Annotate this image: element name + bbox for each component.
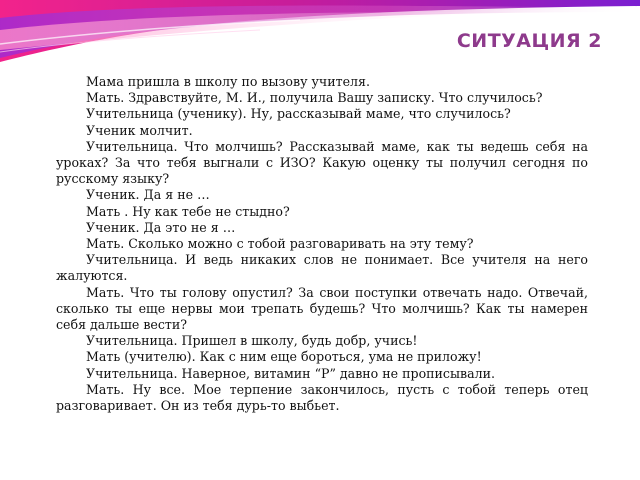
paragraph: Учительница. Что молчишь? Рассказывай маме, как ты ведешь себя на уроках? За что тебя выгнали с ИЗО? Какую оценку ты получил сегодня по русскому языку? <box>56 138 588 187</box>
paragraph: Мать . Ну как тебе не стыдно? <box>86 203 290 219</box>
paragraph: Учительница. Пришел в школу, будь добр, учись! <box>86 333 418 349</box>
paragraph: Мать. Ну все. Мое терпение закончилось, пусть с тобой теперь отец разговаривает. Он из тебя дурь-то выбьет. <box>56 381 588 414</box>
paragraph: Ученик. Да это не я … <box>86 219 236 235</box>
paragraph: Мать (учителю). Как с ним еще бороться, ума не приложу! <box>86 349 482 365</box>
paragraph: Ученик. Да я не … <box>86 187 210 203</box>
dialogue-text <box>56 74 588 414</box>
paragraph: Учительница. Наверное, витамин “Р” давно не прописывали. <box>86 365 496 381</box>
paragraph: Мать. Что ты голову опустил? За свои поступки отвечать надо. Отвечай, сколько ты еще нервы мои трепать будешь? Что молчишь? Как ты намерен себя дальше вести? <box>56 284 588 333</box>
slide-title: СИТУАЦИЯ 2 <box>456 30 602 52</box>
paragraph: Мать. Здравствуйте, М. И., получила Вашу записку. Что случилось? <box>86 90 543 106</box>
paragraph: Учительница (ученику). Ну, рассказывай маме, что случилось? <box>86 106 511 122</box>
paragraph: Мать. Сколько можно с тобой разговаривать на эту тему? <box>86 236 474 252</box>
paragraph: Мама пришла в школу по вызову учителя. <box>86 74 370 89</box>
paragraph: Ученик молчит. <box>86 122 193 138</box>
paragraph: Учительница. И ведь никаких слов не понимает. Все учителя на него жалуются. <box>56 252 588 284</box>
